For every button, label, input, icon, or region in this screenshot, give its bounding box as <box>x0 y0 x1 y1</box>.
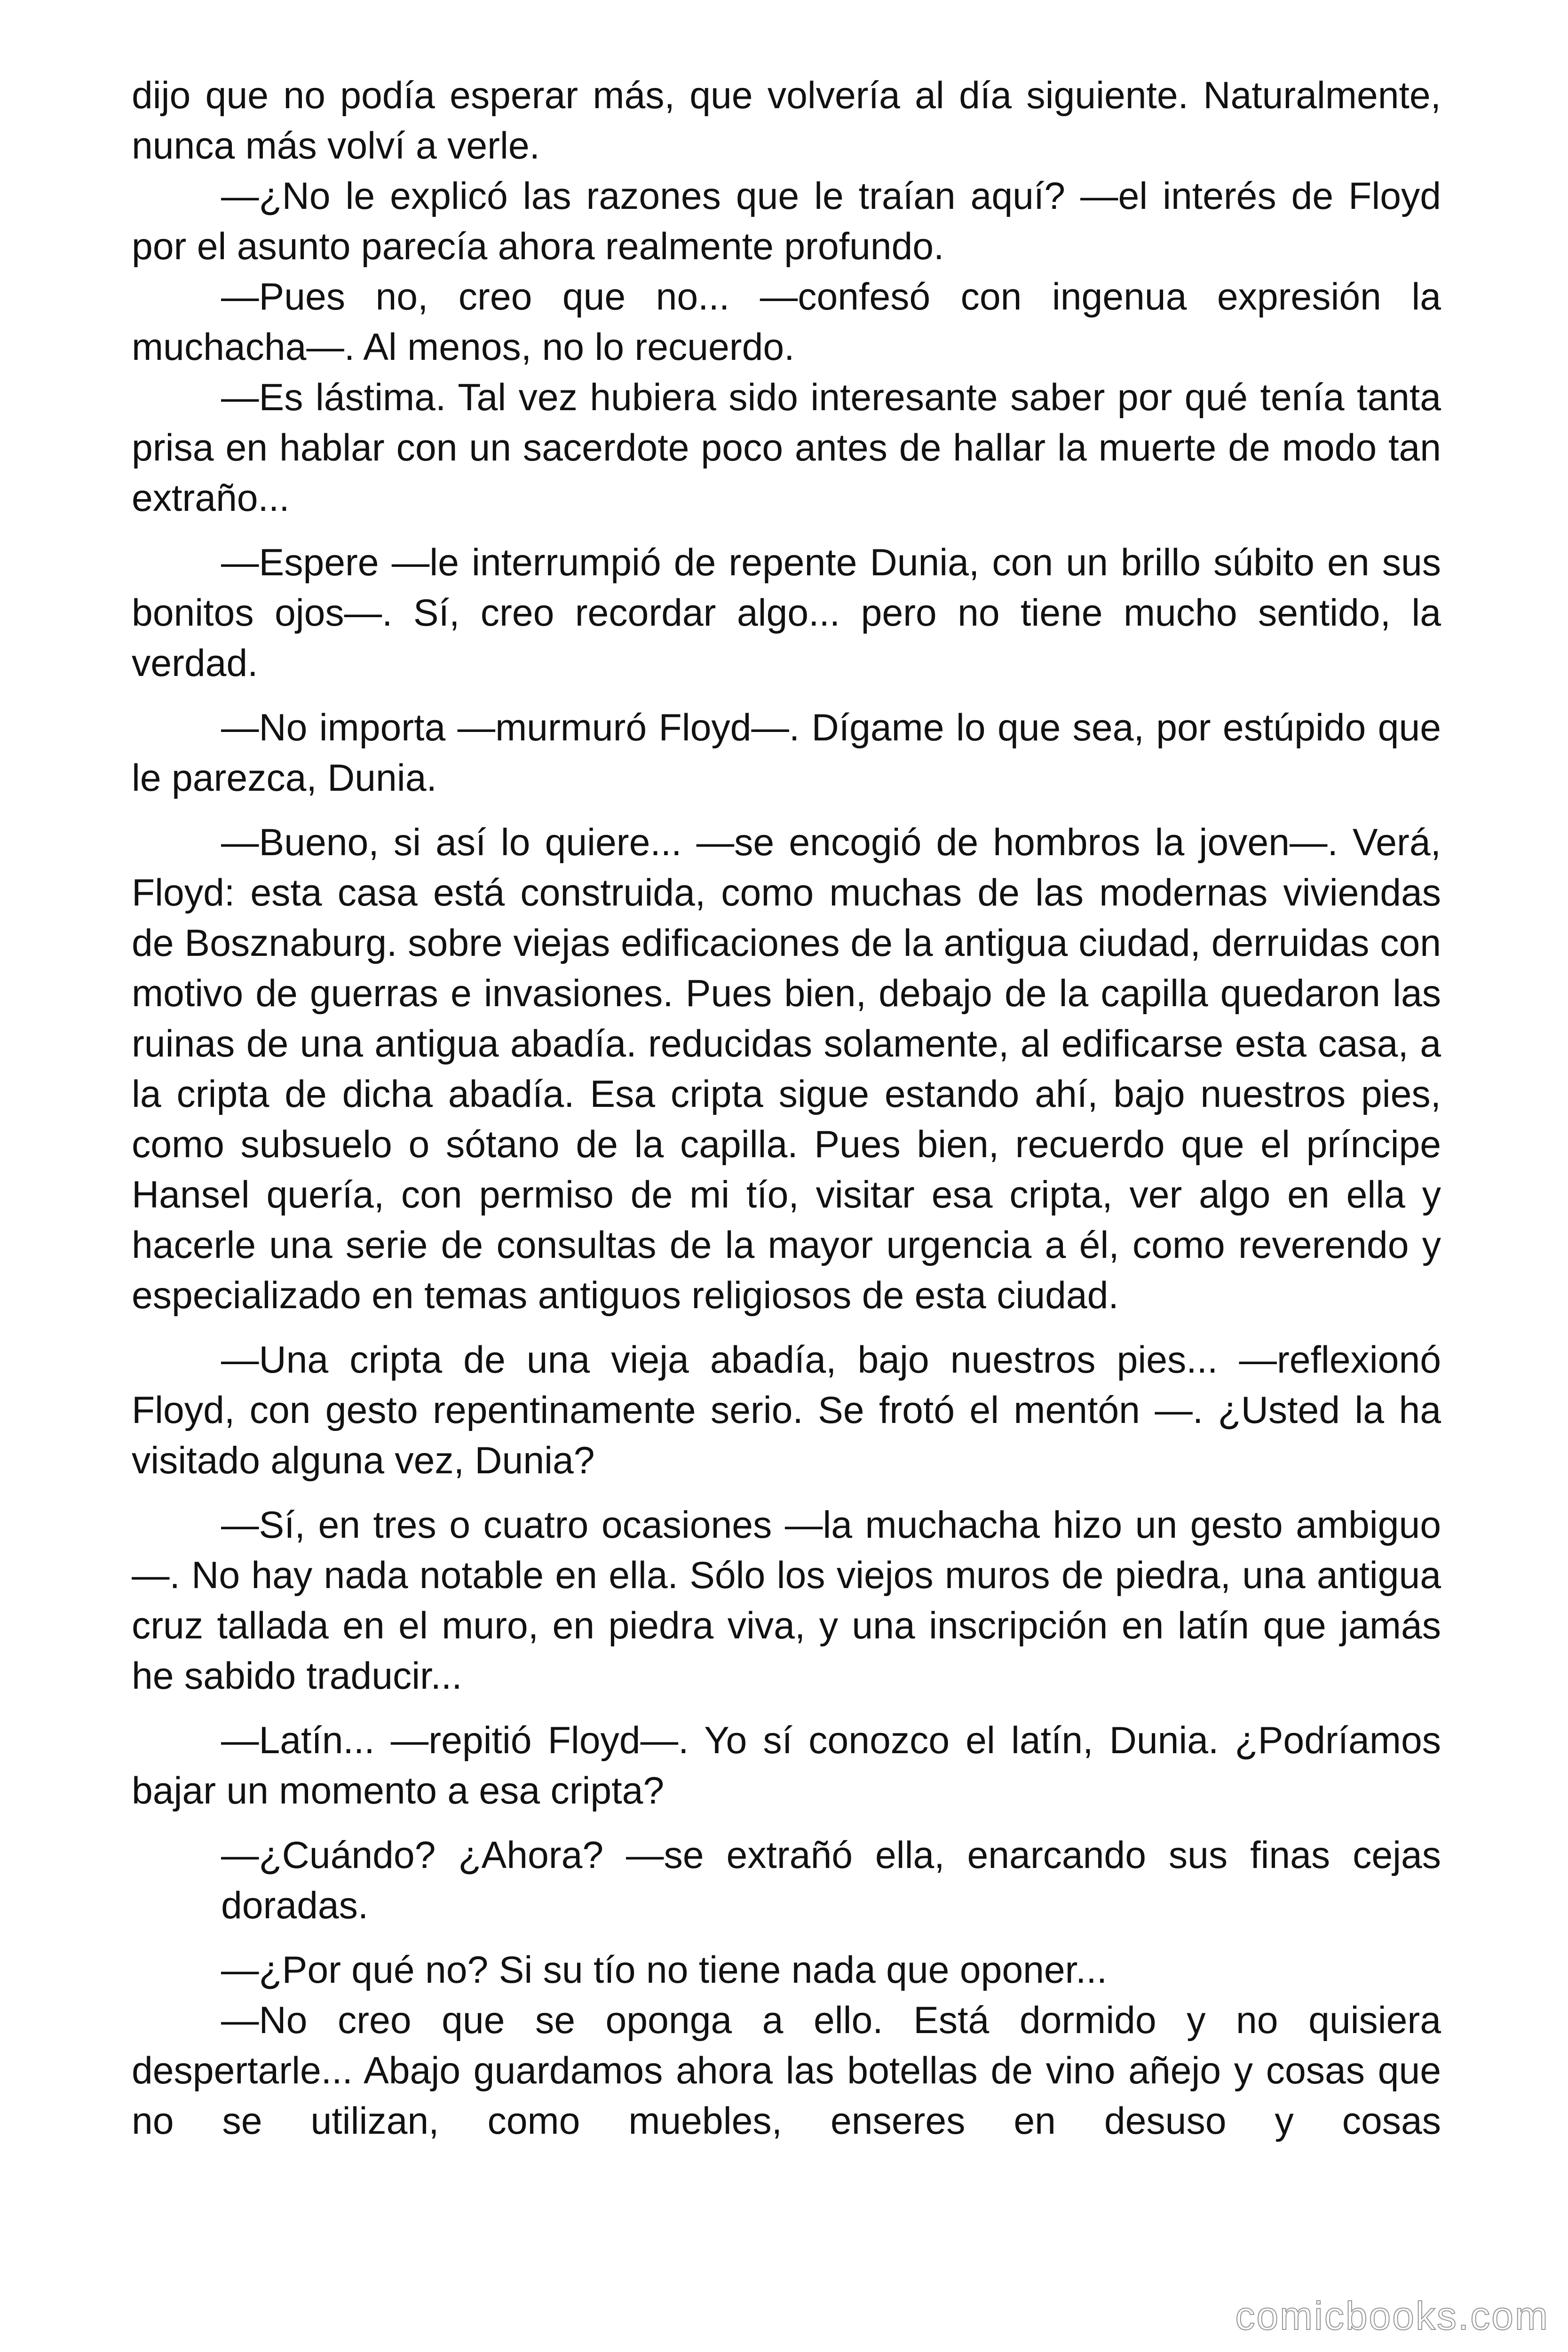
paragraph-2: —¿No le explicó las razones que le traían aquí? —el interés de Floyd por el asunto parecía ahora realmente profundo. <box>132 175 1441 268</box>
paragraph-7: —Bueno, si así lo quiere... —se encogió de hombros la joven—. Verá, Floyd: esta casa está construida, como muchas de las modernas viviendas de Bosznaburg. sobre viejas edificaciones de la antigua ciudad, derruidas con motivo de guerras e invasiones. Pues bien, debajo de la capilla quedaron las ruinas de una antigua abadía. reducidas solamente, al edificarse esta casa, a la cripta de dicha abadía. Esa cripta sigue estando ahí, bajo nuestros pies, como subsuelo o sótano de la capilla. Pues bien, recuerdo que el príncipe Hansel quería, con permiso de mi tío, visitar esa cripta, ver algo en ella y hacerle una serie de consultas de la mayor urgencia a él, como reverendo y especializado en temas antiguos religiosos de esta ciudad. <box>132 821 1441 1317</box>
paragraph-6: —No importa —murmuró Floyd—. Dígame lo que sea, por estúpido que le parezca, Dunia. <box>132 707 1441 799</box>
paragraph-12: —¿Por qué no? Si su tío no tiene nada que oponer... <box>221 1949 1108 1991</box>
paragraph-4: —Es lástima. Tal vez hubiera sido interesante saber por qué tenía tanta prisa en hablar con un sacerdote poco antes de hallar la muerte de modo tan extraño... <box>132 376 1441 519</box>
paragraph-9: —Sí, en tres o cuatro ocasiones —la muchacha hizo un gesto ambiguo—. No hay nada notable en ella. Sólo los viejos muros de piedra, una antigua cruz tallada en el muro, en piedra viva, y una inscripción en latín que jamás he sabido traducir... <box>132 1504 1441 1697</box>
paragraph-13: —No creo que se oponga a ello. Está dormido y no quisiera despertarle... Abajo guardamos ahora las botellas de vino añejo y cosas que no se utilizan, como muebles, enseres en desuso y cosas <box>132 1999 1441 2142</box>
paragraph-5: —Espere —le interrumpió de repente Dunia, con un brillo súbito en sus bonitos ojos—. Sí, creo recordar algo... pero no tiene mucho sentido, la verdad. <box>132 541 1441 684</box>
paragraph-3: —Pues no, creo que no... —confesó con ingenua expresión la muchacha—. Al menos, no lo recuerdo. <box>132 276 1441 368</box>
paragraph-8: —Una cripta de una vieja abadía, bajo nuestros pies... —reflexionó Floyd, con gesto repentinamente serio. Se frotó el mentón —. ¿Usted la ha visitado alguna vez, Dunia? <box>132 1339 1441 1482</box>
paragraph-1: dijo que no podía esperar más, que volvería al día siguiente. Naturalmente, nunca más volví a verle. <box>132 74 1441 167</box>
watermark-logo: comicbooks.com <box>1235 2294 1549 2338</box>
paragraph-11: —¿Cuándo? ¿Ahora? —se extrañó ella, enarcando sus finas cejas doradas. <box>221 1834 1441 1927</box>
paragraph-10: —Latín... —repitió Floyd—. Yo sí conozco el latín, Dunia. ¿Podríamos bajar un momento a esa cripta? <box>132 1719 1441 1812</box>
